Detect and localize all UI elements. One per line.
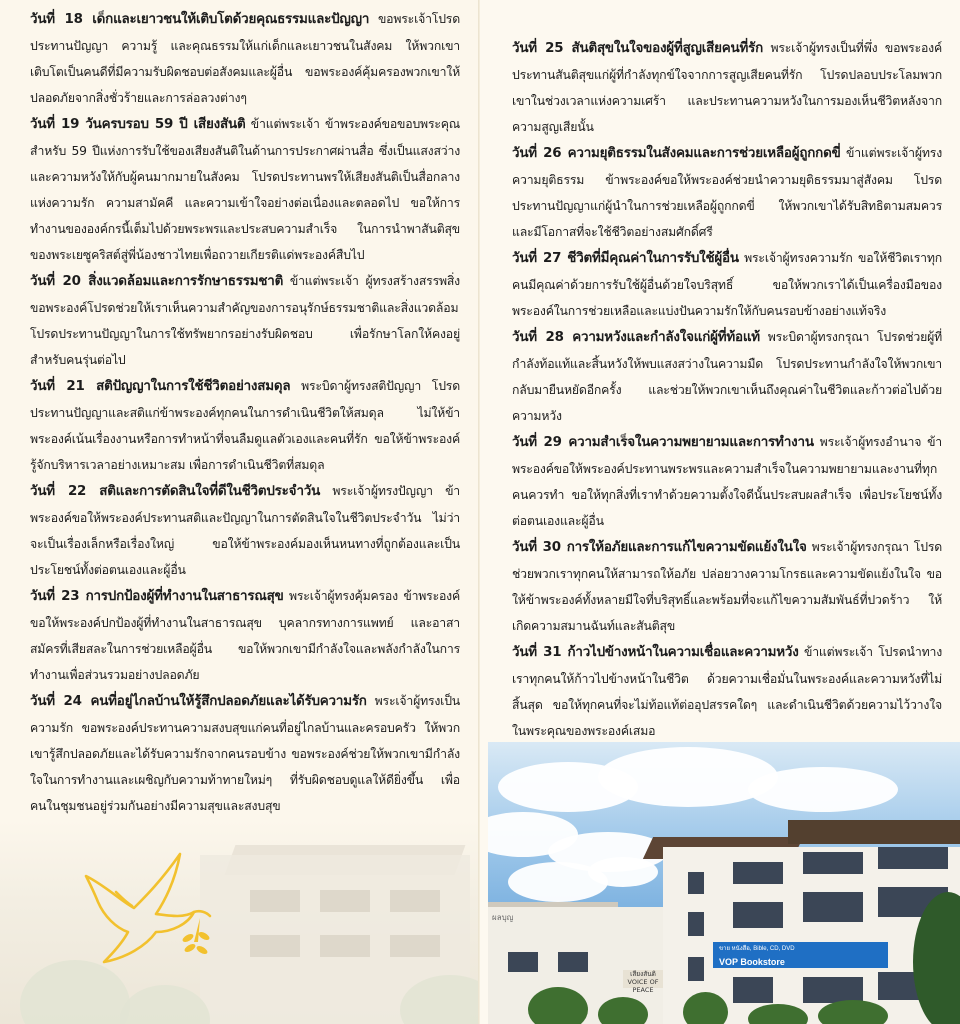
entry-body: ข้าแต่พระเจ้าผู้ทรงความยุติธรรม ข้าพระองค์ขอให้พระองค์ช่วยนำความยุติธรรมมาสู่สังคม โปรดประทานปัญญาแก่ผู้นำในการช่วยเหลือผู้ถูกกดขี่ ให้พวกเขาได้รับสิทธิตามสมควรและมีโอกาสที่จะใช้ชีวิตอย่างสมศักดิ์ศรี — [512, 146, 942, 239]
bush — [528, 987, 588, 1024]
side-building-label: ผลบุญ — [492, 913, 514, 922]
entry-heading: วันที่ 18 เด็กและเยาวชนให้เติบโตด้วยคุณธรรมและปัญญา — [30, 12, 370, 27]
entry-body: ข้าแต่พระเจ้า ผู้ทรงสร้างสรรพสิ่ง ขอพระองค์โปรดช่วยให้เราเห็นความสำคัญของการอนุรักษ์ธรรมชาติและสิ่งแวดล้อม โปรดประทานปัญญาในการใช้ทรัพยากรอย่างรับผิดชอบ เพื่อรักษาโลกให้คงอยู่สำหรับคนรุ่นต่อไป — [30, 274, 460, 367]
entry-body: พระเจ้าผู้ทรงคุ้มครอง ข้าพระองค์ขอให้พระองค์ปกป้องผู้ที่ทำงานในสาธารณสุข บุคลากรทางการแพทย์ และอาสาสมัครที่เสียสละในการช่วยเหลือผู้อื่น ขอให้พวกเขามีกำลังใจและพลังกำลังในการทำงานเพื่อส่วนรวมอย่างปลอดภัย — [30, 589, 460, 682]
entry-heading: วันที่ 25 สันติสุขในใจของผู้ที่สูญเสียคนที่รัก — [512, 41, 763, 56]
ghost-window — [320, 935, 370, 957]
building-photo — [488, 742, 960, 1024]
entry-body: พระเจ้าผู้ทรงกรุณา โปรดช่วยพวกเราทุกคนให้สามารถให้อภัย ปล่อยวางความโกรธและความขัดแย้งในใจ ขอให้ข้าพระองค์ทั้งหลายมีใจที่บริสุทธิ์และพร้อมที่จะแก้ไขความสัมพันธ์ที่ปวดร้าว ให้เกิดความสมานฉันท์และสันติสุข — [512, 540, 943, 633]
prayer-entry-27 — [512, 245, 942, 324]
prayer-entry-23 — [30, 583, 460, 688]
right-page — [480, 0, 960, 1024]
entry-heading: วันที่ 23 การปกป้องผู้ที่ทำงานในสาธารณสุข — [30, 589, 284, 604]
ghost-window — [320, 890, 370, 912]
ghost-window — [390, 935, 440, 957]
window — [733, 862, 783, 884]
main-building-upper-roof — [788, 820, 960, 844]
window — [558, 952, 588, 972]
window — [733, 902, 783, 928]
ghost-window — [250, 935, 300, 957]
window — [508, 952, 538, 972]
entry-body: พระเจ้าผู้ทรงเป็นความรัก ขอพระองค์ประทานความสงบสุขแก่คนที่อยู่ไกลบ้านและครอบครัว ให้พวกเขารู้สึกปลอดภัยและได้รับความรักจากคนรอบข้าง ขอพระองค์ช่วยให้พวกเขามีกำลังใจในการทำงานและเผชิญกับความท้าทายใหม่ๆ ที่รับผิดชอบดูแลให้ดียิ่งขึ้น เพื่อคนในชุมชนอยู่ร่วมกันอย่างมีความสุขและสงบสุข — [30, 694, 460, 813]
entry-body: ขอพระเจ้าโปรดประทานปัญญา ความรู้ และคุณธรรมให้แก่เด็กและเยาวชนในสังคม ให้พวกเขาเติบโตเป็นคนดีที่มีความรับผิดชอบต่อสังคมและผู้อื่น ขอพระองค์คุ้มครองพวกเขาให้ปลอดภัยจากสิ่งชั่วร้ายและการล่อลวงต่างๆ — [30, 12, 460, 105]
entry-heading: วันที่ 24 คนที่อยู่ไกลบ้านให้รู้สึกปลอดภัยและได้รับความรัก — [30, 694, 367, 709]
bush — [598, 997, 648, 1024]
prayer-entry-25 — [512, 35, 942, 140]
entry-heading: วันที่ 29 ความสำเร็จในความพยายามและการทำงาน — [512, 435, 814, 450]
bookstore-sign-top: ขาย หนังสือ, Bible, CD, DVD — [719, 946, 795, 952]
prayer-entry-19 — [30, 111, 460, 268]
window — [688, 872, 704, 894]
entry-heading: วันที่ 26 ความยุติธรรมในสังคมและการช่วยเหลือผู้ถูกกดขี่ — [512, 146, 841, 161]
prayer-entry-20 — [30, 268, 460, 373]
prayer-entry-18 — [30, 6, 460, 111]
prayer-entry-26 — [512, 140, 942, 245]
entry-heading: วันที่ 28 ความหวังและกำลังใจแก่ผู้ที่ท้อแท้ — [512, 330, 760, 345]
prayer-entry-31 — [512, 639, 942, 744]
entry-body: พระเจ้าผู้ทรงปัญญา ข้าพระองค์ขอให้พระองค์ประทานสติและปัญญาในการตัดสินใจในชีวิตประจำวัน ไม่ว่าจะเป็นเรื่องเล็กหรือเรื่องใหญ่ ขอให้ข้าพระองค์มองเห็นหนทางที่ถูกต้องและเป็นประโยชน์ทั้งต่อตนเองและผู้อื่น — [30, 484, 461, 577]
bookstore-sign — [713, 942, 888, 968]
dove-with-olive-branch-icon — [76, 846, 226, 966]
prayer-entry-29 — [512, 429, 942, 534]
cloud — [748, 767, 898, 812]
entry-body: ข้าแต่พระเจ้า ข้าพระองค์ขอขอบพระคุณสำหรับ 59 ปีแห่งการรับใช้ของเสียงสันติในด้านการประกาศผ่านสื่อ ซึ่งเป็นแสงสว่างและความหวังให้กับผู้คนมากมายในสังคม โปรดประทานพรให้เสียงสันติเป็นสื่อกลางแห่งความรัก ความสามัคคี และความเข้าใจอย่างต่อเนื่องและตลอดไป ขอให้การทำงานขององค์กรนี้เต็มไปด้วยพระพรและประสบความสำเร็จ ในการนำพาสันติสุขของพระเยซูคริสต์สู่พี่น้องชาวไทยเพื่อถวายเกียรติแด่พระองค์สืบไป — [30, 117, 461, 262]
ghost-window — [390, 890, 440, 912]
cloud — [588, 857, 658, 887]
entry-heading: วันที่ 19 วันครบรอบ 59 ปี เสียงสันติ — [30, 117, 246, 132]
entry-body: พระเจ้าผู้ทรงเป็นที่พึ่ง ขอพระองค์ประทานสันติสุขแก่ผู้ที่กำลังทุกข์ใจจากการสูญเสียคนที่รัก โปรดปลอบประโลมพวกเขาในช่วงเวลาแห่งความเศร้า และประทานความหวังในการมองเห็นชีวิตหลังจากความสูญเสียนั้น — [512, 41, 942, 134]
entry-body: ข้าแต่พระเจ้า โปรดนำทางเราทุกคนให้ก้าวไปข้างหน้าในชีวิต ด้วยความเชื่อมั่นในพระองค์และความหวังที่ไม่สิ้นสุด ขอให้ทุกคนที่จะไม่ท้อแท้ต่ออุปสรรคใดๆ และดำเนินชีวิตด้วยความไว้วางใจในพระคุณของพระองค์เสมอ — [512, 645, 943, 738]
window — [688, 957, 704, 981]
window — [733, 977, 773, 1003]
prayer-entry-28 — [512, 324, 942, 429]
right-column — [512, 35, 942, 744]
ghost-window — [250, 890, 300, 912]
entry-heading: วันที่ 20 สิ่งแวดล้อมและการรักษาธรรมชาติ — [30, 274, 284, 289]
left-column — [30, 6, 460, 819]
voice-of-peace-sign: เสียงสันติ VOICE OF PEACE — [623, 970, 663, 988]
window — [878, 847, 948, 869]
prayer-entry-30 — [512, 534, 942, 639]
prayer-entry-24 — [30, 688, 460, 819]
entry-heading: วันที่ 27 ชีวิตที่มีคุณค่าในการรับใช้ผู้อื่น — [512, 251, 739, 266]
entry-heading: วันที่ 21 สติปัญญาในการใช้ชีวิตอย่างสมดุล — [30, 379, 291, 394]
cloud — [598, 747, 778, 807]
window — [803, 892, 863, 922]
bush — [818, 1000, 888, 1024]
entry-heading: วันที่ 31 ก้าวไปข้างหน้าในความเชื่อและความหวัง — [512, 645, 799, 660]
prayer-entry-22 — [30, 478, 460, 583]
window — [803, 852, 863, 874]
prayer-entry-21 — [30, 373, 460, 478]
bush — [683, 992, 728, 1024]
entry-body: พระบิดาผู้ทรงสติปัญญา โปรดประทานปัญญาและสติแก่ข้าพระองค์ทุกคนในการดำเนินชีวิตให้สมดุล ไม่ให้ข้าพระองค์เน้นเรื่องงานหรือการทำหน้าที่จนลืมดูแลตัวเองและคนที่รัก ขอให้ข้าพระองค์รู้จักบริหารเวลาอย่างเหมาะสม เพื่อการดำเนินชีวิตที่สมดุล — [30, 379, 460, 472]
window — [688, 912, 704, 936]
entry-body: พระบิดาผู้ทรงกรุณา โปรดช่วยผู้ที่กำลังท้อแท้และสิ้นหวังให้พบแสงสว่างในความมืด โปรดประทานกำลังใจให้พวกเขากลับมายืนหยัดอีกครั้ง และช่วยให้พวกเขาเห็นถึงคุณค่าในชีวิตและก้าวต่อไปด้วยความหวัง — [512, 330, 942, 423]
entry-heading: วันที่ 22 สติและการตัดสินใจที่ดีในชีวิตประจำวัน — [30, 484, 321, 499]
entry-heading: วันที่ 30 การให้อภัยและการแก้ไขความขัดแย้งในใจ — [512, 540, 807, 555]
entry-body: พระเจ้าผู้ทรงความรัก ขอให้ชีวิตเราทุกคนมีคุณค่าด้วยการรับใช้ผู้อื่นด้วยใจบริสุทธิ์ ขอให้พวกเราได้เป็นเครื่องมือของพระองค์ในการช่วยเหลือและแบ่งปันความรักให้กับคนรอบข้างอย่างแท้จริง — [512, 251, 942, 318]
entry-body: พระเจ้าผู้ทรงอำนาจ ข้าพระองค์ขอให้พระองค์ประทานพระพรและความสำเร็จในความพยายามและงานที่ทุกคนควรทำ ขอให้ทุกสิ่งที่เราทำด้วยความตั้งใจดีนั้นประสบผลสำเร็จ เพื่อประโยชน์ทั้งต่อตนเองและผู้อื่น — [512, 435, 942, 528]
bookstore-sign-title: VOP Bookstore — [719, 957, 785, 967]
